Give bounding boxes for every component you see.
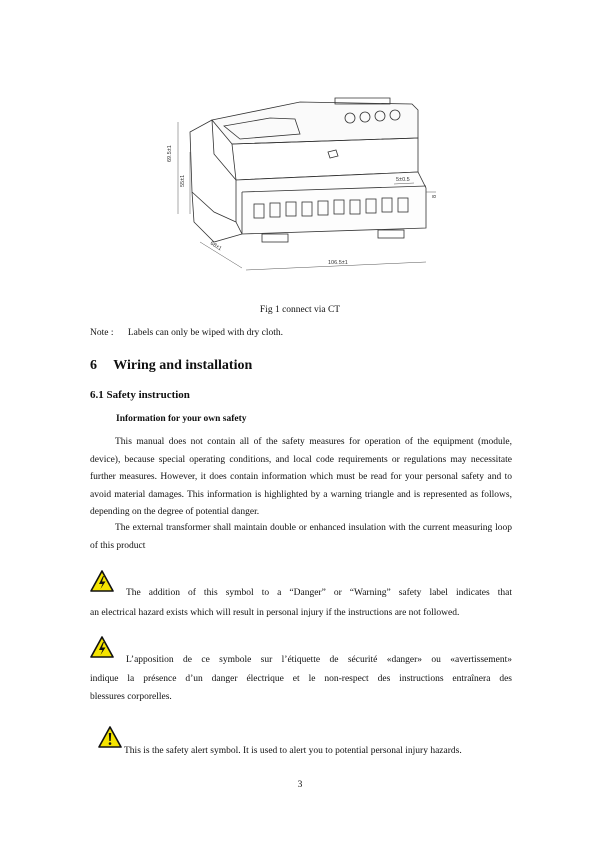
- subheading: Information for your own safety: [116, 414, 247, 424]
- section-title: Wiring and installation: [113, 358, 253, 373]
- warning2-line2: indique la présence d’un danger électrique et le non-respect des instructions entraînera des: [90, 674, 512, 684]
- warning2-line1: L’apposition de ce symbole sur l’étiquette de sécurité «danger» ou «avertissement»: [126, 655, 512, 665]
- dim-depth: 68±1: [208, 240, 223, 253]
- din-clip-right: [378, 230, 404, 238]
- subsection-heading: 6.1 Safety instruction: [90, 389, 190, 401]
- section-number: 6: [90, 358, 97, 373]
- dim-terminal-height: 8: [432, 194, 438, 198]
- figure-caption: Fig 1 connect via CT: [259, 305, 341, 315]
- dim-height-upper: 55±1: [180, 174, 186, 187]
- warning1-line1: The addition of this symbol to a “Danger” or “Warning” safety label indicates that: [126, 588, 512, 598]
- din-clip-left: [262, 234, 288, 242]
- warning3-line1: This is the safety alert symbol. It is used to alert you to potential personal injury hazards.: [124, 746, 462, 756]
- dim-height-total: 69.5±1: [167, 145, 173, 162]
- safety-alert-icon: [98, 726, 122, 748]
- note-label: Note :: [90, 328, 114, 338]
- electrical-hazard-icon: [90, 570, 114, 592]
- note-text: Labels can only be wiped with dry cloth.: [127, 328, 283, 338]
- section-heading: [90, 358, 252, 374]
- page-number: 3: [297, 780, 303, 790]
- dim-width: 106.5±1: [328, 260, 348, 266]
- paragraph-safety-measures: This manual does not contain all of the safety measures for operation of the equipment (module, device), because special operating conditions, and local code requirements or regulations may necessitate further measures. However, it does contain information which must be read for your personal safety and to avoid material damages. This information is highlighted by a warning triangle and is represented as follows, depending on the degree of potential danger.: [90, 437, 512, 517]
- note-line: [90, 328, 283, 338]
- paragraph-external-transformer: The external transformer shall maintain double or enhanced insulation with the current measuring loop of this product: [90, 523, 512, 551]
- warning2-line3: blessures corporelles.: [90, 692, 172, 702]
- warning1-line2: an electrical hazard exists which will result in personal injury if the instructions are not followed.: [90, 608, 460, 618]
- electrical-hazard-icon: [90, 636, 114, 658]
- meter-drawing-figure: [150, 92, 450, 282]
- dim-terminal-pitch: 5±0.5: [396, 177, 410, 183]
